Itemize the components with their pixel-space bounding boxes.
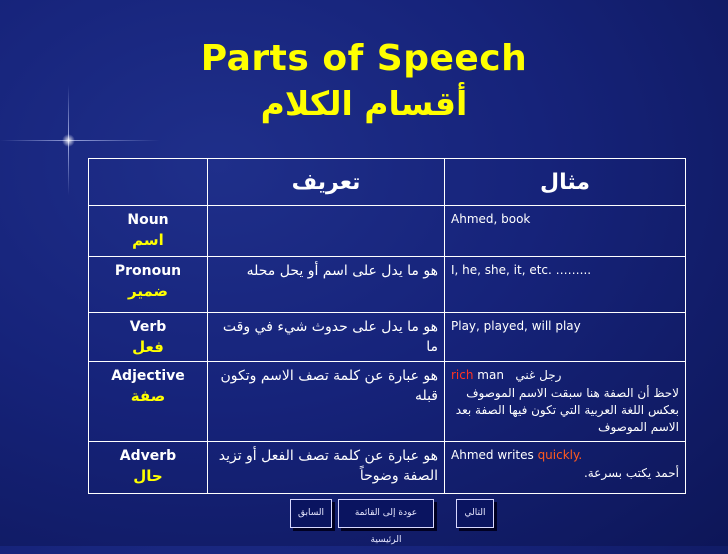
definition-cell <box>208 206 445 257</box>
example-cell <box>445 442 686 494</box>
lens-flare-horizontal <box>0 140 160 141</box>
term-cell <box>89 206 208 257</box>
term-arabic: اسم <box>132 231 164 249</box>
term-english: Adjective <box>111 368 185 384</box>
term-cell <box>89 313 208 362</box>
example-highlight-rich: rich <box>451 368 474 382</box>
term-arabic: ضمير <box>127 282 168 300</box>
definition-cell: هو عبارة عن كلمة تصف الاسم وتكون قبله <box>208 362 445 442</box>
example-highlight-quickly: quickly. <box>537 448 583 462</box>
page-title-english: Parts of Speech <box>200 38 528 79</box>
definition-cell: هو عبارة عن كلمة تصف الفعل أو تزيد الصفة وضوحاً <box>208 442 445 494</box>
definition-cell: هو ما يدل على حدوث شيء في وقت ما <box>208 313 445 362</box>
term-english: Verb <box>129 319 167 335</box>
adjective-note: لاحظ أن الصفة هنا سبقت الاسم الموصوف بعكس اللغة العربية التي تكون فيها الصفة بعد الاسم الموصوف <box>455 386 679 434</box>
term-english: Pronoun <box>114 263 182 279</box>
example-text: Ahmed writes <box>451 448 538 462</box>
table-header-row <box>89 159 686 206</box>
table-row <box>89 362 686 442</box>
example-cell: I, he, she, it, etc. ……... <box>445 257 686 313</box>
table-row <box>89 257 686 313</box>
header-example: مثال <box>445 159 686 206</box>
example-arabic: رجل غني <box>515 368 562 382</box>
term-arabic: صفة <box>130 387 166 405</box>
term-cell <box>89 442 208 494</box>
term-arabic: فعل <box>132 338 164 356</box>
definition-cell: هو ما يدل على اسم أو يحل محله <box>208 257 445 313</box>
parts-of-speech-table <box>88 158 686 494</box>
example-cell: Play, played, will play <box>445 313 686 362</box>
example-text: man <box>473 368 504 382</box>
table-row <box>89 206 686 257</box>
example-arabic: أحمد يكتب بسرعة. <box>583 466 679 480</box>
term-cell <box>89 257 208 313</box>
table-row <box>89 442 686 494</box>
home-button[interactable]: عودة إلى القائمة الرئيسية <box>338 499 434 528</box>
header-definition: تعريف <box>208 159 445 206</box>
term-english: Noun <box>127 212 169 228</box>
lens-flare-center <box>62 134 75 147</box>
page-title-arabic: أقسام الكلام <box>260 84 468 123</box>
example-cell: Ahmed, book <box>445 206 686 257</box>
example-cell <box>445 362 686 442</box>
prev-button[interactable]: السابق <box>290 499 332 528</box>
term-cell <box>89 362 208 442</box>
term-english: Adverb <box>119 448 177 464</box>
table-row <box>89 313 686 362</box>
header-blank <box>89 159 208 206</box>
term-arabic: حال <box>133 467 163 485</box>
next-button[interactable]: التالي <box>456 499 494 528</box>
